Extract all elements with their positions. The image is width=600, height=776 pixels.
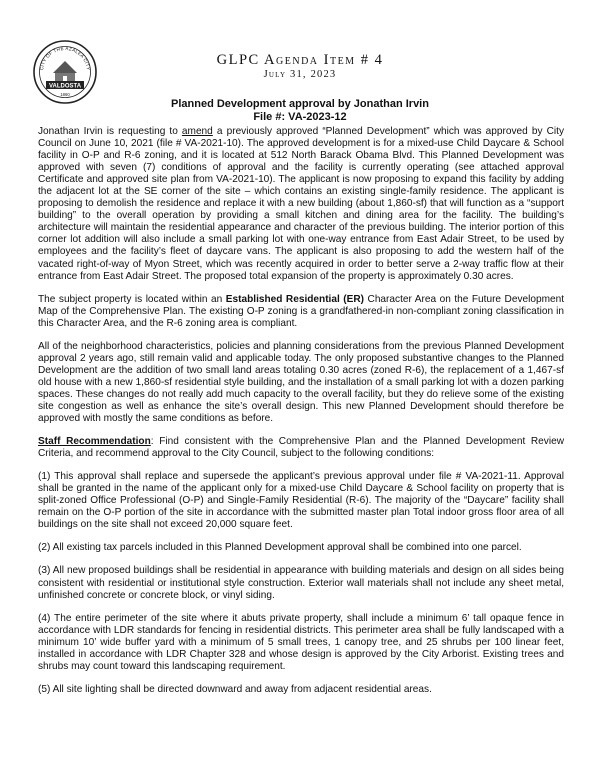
condition-5: (5) All site lighting shall be directed downward and away from adjacent residential areas.	[38, 683, 432, 695]
seal-year: 1860	[60, 92, 70, 97]
staff-recommendation-text: Find consistent with the Comprehensive Plan and the Planned Development Review Criteria, and recommend approval to the City Council, subject to the following conditions:	[38, 436, 564, 460]
staff-recommendation-label: Staff Recommendation	[38, 436, 151, 448]
agenda-item-heading: GLPC Agenda Item # 4	[216, 52, 384, 68]
condition-2: (2) All existing tax parcels included in this Planned Development approval shall be combined into one parcel.	[38, 542, 522, 554]
paragraph-character-area	[38, 294, 564, 330]
staff-recommendation	[38, 436, 564, 460]
condition-1: (1) This approval shall replace and supersede the applicant’s previous approval under file # VA-2021-11. Approval shall be granted in the name of the applicant only for a mixed-use Child Daycare & School facility on property that is split-zoned Office Professional (O-P) and Single-Family Residential (R-6). The majority of the “Daycare” facility shall remain on the O-P portion of the site in accordance with the submitted master plan Total indoor gross floor area of all buildings on the site shall not exceed 20,000 square feet.	[38, 471, 564, 531]
paragraph-considerations: All of the neighborhood characteristics, policies and planning considerations from the previous Planned Development approval 2 years ago, still remain valid and applicable today. The only proposed substantive changes to the Planned Development are the addition of two small land areas totaling 0.30 acres (zoned R-6), the replacement of a 1,467-sf old house with a new 1,860-sf residential style building, and the installation of a small parking lot with a dozen parking spaces. These changes do not really add much capacity to the overall facility, but they do relieve some of the existing site congestion as well as enhance the site’s overall design. This new Planned Development should therefore be approved with mostly the same conditions as before.	[38, 340, 564, 425]
amend-word: amend	[181, 126, 213, 137]
character-area-name: Established Residential (ER)	[225, 293, 365, 305]
document-body	[38, 126, 564, 707]
p2-text-c: Character Area on the Future Development Map of the Comprehensive Plan. The existing O-P zoning is a grandfathered-in non-compliant zoning classification in this Character Area, and the R-6 zoning area is compliant.	[38, 293, 565, 329]
seal-top-text: CITY OF THE AZALEA CITY	[39, 45, 91, 71]
p1-text-c: a previously approved “Planned Development” which was approved by City Council on June 10, 2021 (file # VA-2021-10). The approved development is for a mixed-use Child Daycare & School facility in O-P and R-6 zoning, and it is located at 512 North Barack Obama Blvd. This Planned Development was approved with seven (7) conditions of approval and the facility is currently operating (see attached approval Certificate and approved site plan from VA-2021-10). The applicant is now proposing to expand this facility by adding the adjacent lot at the SE corner of the site – which contains an existing single-family residence. The applicant is proposing to demolish the residence and replace it with a new building (about 1,860-sf) that will function as a “support building” to the overall operation by providing a small kitchen and dining area for the facility. The building’s architecture will maintain the residential appearance and character of the previous building. The interior portion of this corner lot addition will also include a small parking lot with one-way entrance from East Adair Street, to be used by employees and the facility’s fleet of daycare vans. The applicant is also proposing to add the western half of the vacated right-of-way of Myon Street, which was recently acquired in order to better serve a 2-way traffic flow at their entrance from East Adair Street. The proposed total expansion of the property is approximately 0.30 acres.	[38, 126, 565, 282]
p2-text-a: The subject property is located within an	[38, 293, 226, 305]
seal-name: VALDOSTA	[48, 83, 82, 90]
document-title-line: Planned Development approval by Jonathan Irvin	[171, 98, 429, 110]
condition-3: (3) All new proposed buildings shall be residential in appearance with building materials and design on all sides being consistent with residential or institutional style construction. Exterior wall materials shall not include any sheet metal, unfinished concrete or concrete block, or vinyl siding.	[38, 565, 564, 601]
document-title	[0, 98, 600, 124]
paragraph-request	[38, 126, 564, 283]
agenda-date: July 31, 2023	[263, 69, 337, 80]
staff-recommendation-colon: :	[150, 436, 154, 448]
condition-4: (4) The entire perimeter of the site where it abuts private property, shall include a minimum 6’ tall opaque fence in accordance with LDR standards for fencing in residential districts. This perimeter area shall be fully landscaped with a minimum 10’ wide buffer yard with a minimum of 5 small trees, 1 canopy tree, and 25 shrubs per 100 linear feet, installed in accordance with LDR Chapter 328 and whose design is approved by the City Arborist. Existing trees and shrubs may count toward this landscaping requirement.	[38, 612, 564, 672]
file-number: File #: VA-2023-12	[253, 111, 347, 123]
p1-text-a: Jonathan Irvin is requesting to	[38, 126, 182, 137]
